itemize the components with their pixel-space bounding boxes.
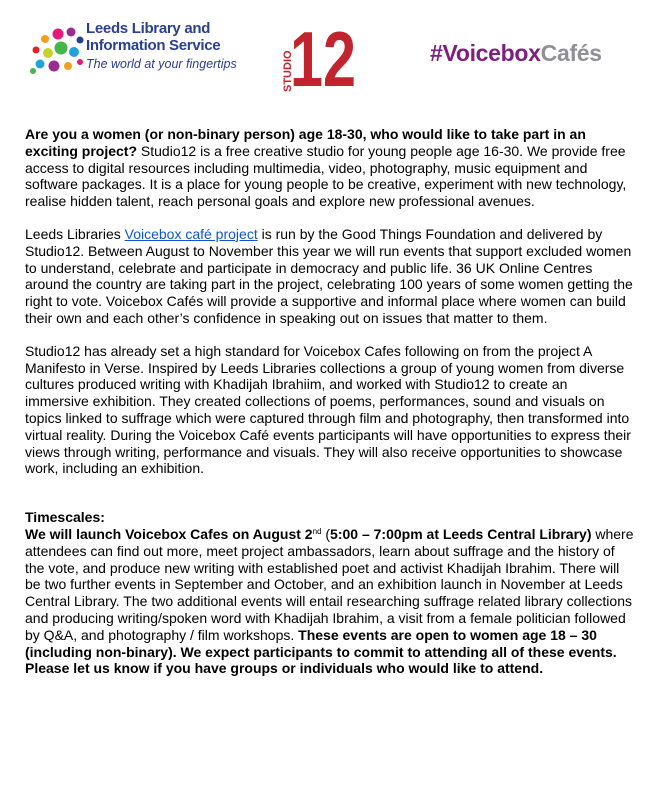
studio12-logo[interactable] xyxy=(274,16,358,94)
intro-body: Studio12 is a free creative studio for young people age 16-30. We provide free access to digital resources including multimedia, video, photography, music equipment and software packages. It is a place for young people to be creative, experiment with new technology, realise hidden talent, reach personal goals and explore new professional avenues. xyxy=(25,142,627,210)
studio-logo-number: 12 xyxy=(290,16,356,94)
library-tagline: The world at your fingertips xyxy=(86,57,237,71)
timescales-paragraph xyxy=(25,526,635,677)
launch-date: We will launch Voicebox Cafes on August 2 xyxy=(25,525,313,542)
document-body xyxy=(25,126,635,677)
launch-time: 5:00 – 7:00pm at Leeds Central Library) xyxy=(330,525,592,542)
project-after-link: is run by the Good Things Foundation and delivered by Studio12. Between August to November this year we will run events that support excluded women to understand, celebrate and participate in democracy and public life. 36 UK Online Centres around the country are taking part in the project, celebrating 100 years of some women getting the right to vote. Voicebox Cafés will provide a supportive and informal place where women can build their own and each other’s confidence in speaking out on issues that matter to them. xyxy=(25,225,633,326)
launch-date-suffix: nd xyxy=(312,526,322,536)
voicebox-project-link[interactable]: Voicebox café project xyxy=(124,225,258,242)
manifesto-paragraph: Studio12 has already set a high standard for Voicebox Cafes following on from the project A Manifesto in Verse. Inspired by Leeds Libraries collections a group of young women from diverse cultures produced writing with Khadijah Ibrahiim, and worked with Studio12 to create an immersive exhibition. They created collections of poems, performances, sound and visuals on topics linked to suffrage which were captured through film and photography, then transformed into virtual reality. During the Voicebox Café events participants will have opportunities to express their views through writing, performance and visuals. They will also receive opportunities to showcase work, including an exhibition. xyxy=(25,342,631,477)
leeds-library-logo[interactable] xyxy=(28,20,238,82)
intro-question: Are you a women (or non-binary person) age 18-30, who would like to take part in an exciting project? xyxy=(25,126,586,159)
project-paragraph xyxy=(25,226,635,327)
library-logo-text xyxy=(86,20,237,72)
project-before-link: Leeds Libraries xyxy=(25,225,121,242)
library-name-line2: Information Service xyxy=(86,37,221,54)
studio-logo-word: STUDIO xyxy=(282,50,294,92)
voicebox-cafes-word: Cafés xyxy=(540,40,602,66)
timescales-body: where attendees can find out more, meet project ambassadors, learn about suffrage and the history of the vote, and produce new writing with established poet and activist Khadijah Ibrahim. There will be two further events in September and October, and an exhibition launch in November at Leeds Central Library. The two additional events will entail researching suffrage related library collections and producing writing/spoken word with Khadijah Ibrahim, a visit from a female politician followed by Q&A, and photography / film workshops. xyxy=(25,525,634,643)
library-name-line1: Leeds Library and xyxy=(86,20,211,37)
colored-dots-icon xyxy=(28,26,84,76)
timescales-heading: Timescales: xyxy=(25,509,105,526)
voicebox-hashtag: #Voicebox xyxy=(430,40,541,66)
header xyxy=(0,0,655,110)
voicebox-cafes-logo[interactable] xyxy=(430,40,602,67)
launch-open-paren: ( xyxy=(325,525,331,542)
intro-paragraph xyxy=(25,126,635,210)
timescales-closing: These events are open to women age 18 – 30 (including non-binary). We expect participants to commit to attending all of these events. Please let us know if you have groups or individuals who would like to attend. xyxy=(25,626,617,677)
